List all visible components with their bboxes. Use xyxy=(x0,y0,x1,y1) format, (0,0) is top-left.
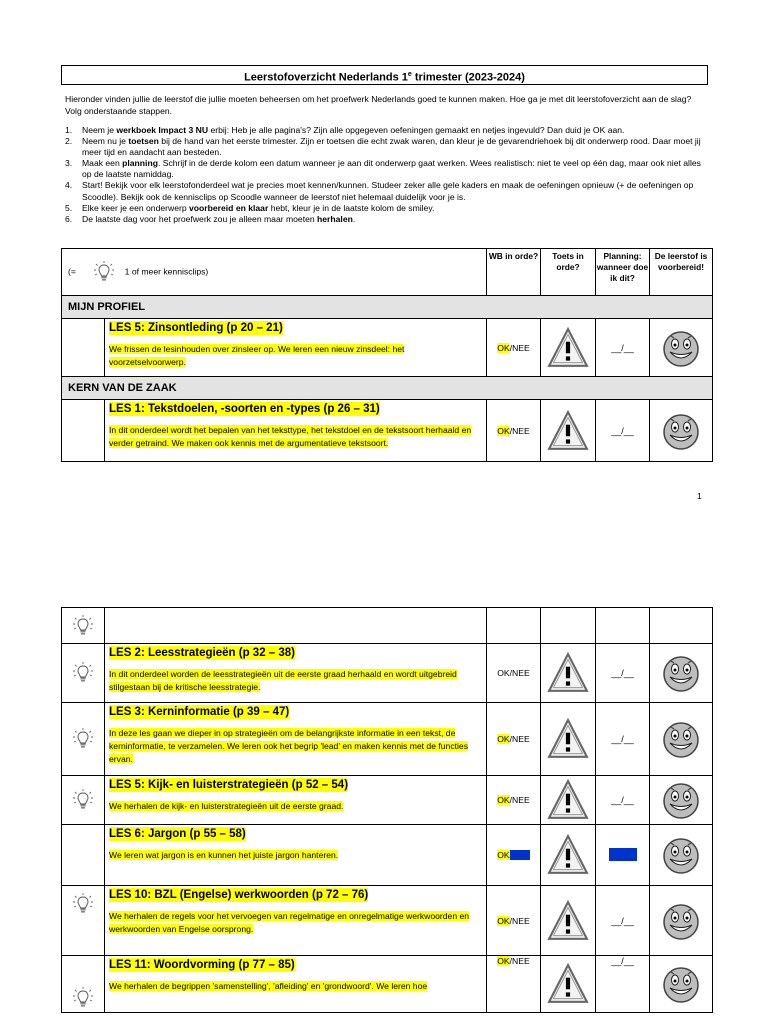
lesson-cell xyxy=(105,825,487,886)
section-row xyxy=(62,296,713,319)
ready-smiley-cell[interactable] xyxy=(650,825,713,886)
lesson-row xyxy=(62,319,713,377)
bulb-cell xyxy=(62,400,105,462)
planning-highlight xyxy=(609,848,637,861)
bulb-cell xyxy=(62,825,105,886)
planning-date[interactable]: __/__ xyxy=(596,886,650,956)
ready-smiley-cell[interactable] xyxy=(650,956,713,1013)
lesson-cell xyxy=(105,956,487,1013)
lesson-title: LES 5: Kijk- en luisterstrategieën (p 52 – 54) xyxy=(109,779,349,791)
step-item: 3. Maak een planning. Schrijf in de derde kolom een datum wanneer je aan dit onderwerp gaat werken. Wees realistisch: niet te veel op één dag, maar ook niet alles op de laatste namiddag. xyxy=(65,158,701,180)
warning-triangle-icon[interactable] xyxy=(547,834,589,876)
lesson-description: We herhalen de begrippen 'samenstelling', 'afleiding' en 'grondwoord'. We leren hoe xyxy=(109,981,428,991)
lesson-description: In deze les gaan we dieper in op strategieën om de belangrijkste informatie in een tekst, de kerninformatie, te verzamelen. We leren ook het begrip 'lead' en maken kennis met de functies ervan. xyxy=(109,728,468,764)
ready-smiley-cell[interactable] xyxy=(650,400,713,462)
lightbulb-icon xyxy=(71,661,95,685)
lightbulb-icon xyxy=(71,892,95,916)
lightbulb-icon xyxy=(71,727,95,751)
lesson-cell xyxy=(105,703,487,776)
lesson-description: In dit onderdeel worden de leesstrategieën uit de eerste graad herhaald en wordt uitgebreid stilgestaan bij de kritische leesstrategie. xyxy=(109,669,457,692)
wb-status[interactable]: OK/NEE xyxy=(487,644,541,703)
toets-warning-cell[interactable] xyxy=(541,319,596,377)
lesson-cell xyxy=(105,644,487,703)
ready-smiley-cell[interactable] xyxy=(650,644,713,703)
ready-smiley-cell[interactable] xyxy=(650,319,713,377)
toets-warning-cell[interactable] xyxy=(541,703,596,776)
lesson-cell xyxy=(105,400,487,462)
smiley-icon[interactable] xyxy=(661,835,701,875)
lesson-row xyxy=(62,825,713,886)
ready-smiley-cell[interactable] xyxy=(650,776,713,825)
step-item: 4. Start! Bekijk voor elk leerstofonderdeel wat je precies moet kennen/kunnen. Studeer zeker alle gele kaders en maak de oefeningen opnieuw (+ de oefeningen op Scoodle). Bekijk ook de kennisclips op Scoodle wanneer de leerstof niet helemaal duidelijk voor je is. xyxy=(65,180,694,202)
step-item: 2. Neem nu je toetsen bij de hand van het eerste trimester. Zijn er toetsen die echt zwak waren, dan kleur je de gevarendriehoek bij dit onderwerp rood. Daar moet jij meer tijd en aandacht aan besteden. xyxy=(65,136,701,158)
wb-status[interactable]: OK/NEE xyxy=(487,956,541,1013)
section-title: KERN VAN DE ZAAK xyxy=(62,377,713,400)
col-ready-header: De leerstof is voorbereid! xyxy=(650,249,713,296)
planning-date[interactable]: __/__ xyxy=(596,644,650,703)
lesson-cell xyxy=(105,319,487,377)
lesson-title: LES 3: Kerninformatie (p 39 – 47) xyxy=(109,706,290,718)
bulb-cell xyxy=(62,703,105,776)
section-row xyxy=(62,377,713,400)
lightbulb-icon xyxy=(71,986,95,1010)
lesson-description: We herhalen de regels voor het vervoegen van regelmatige en onregelmatige werkwoorden en werkwoorden van Engelse oorsprong. xyxy=(109,911,470,934)
study-table-page2 xyxy=(61,607,713,1013)
warning-triangle-icon[interactable] xyxy=(547,410,589,452)
planning-date[interactable]: __/__ xyxy=(596,703,650,776)
warning-triangle-icon[interactable] xyxy=(547,718,589,760)
lightbulb-icon xyxy=(92,260,116,284)
table-header-row xyxy=(62,608,713,644)
planning-date[interactable]: __/__ xyxy=(596,956,650,1013)
steps-list xyxy=(65,125,710,225)
step-item: 1. Neem je werkboek Impact 3 NU erbij: Heb je alle pagina's? Zijn alle opgegeven oefeningen gemaakt en netjes ingevuld? Dan duid je OK aan. xyxy=(65,125,625,135)
lesson-row xyxy=(62,776,713,825)
bulb-cell xyxy=(62,608,105,644)
warning-triangle-icon[interactable] xyxy=(547,963,589,1005)
planning-date-filled[interactable] xyxy=(596,825,650,886)
smiley-icon[interactable] xyxy=(661,901,701,941)
lesson-title: LES 6: Jargon (p 55 – 58) xyxy=(109,828,246,840)
lesson-title: LES 11: Woordvorming (p 77 – 85) xyxy=(109,959,295,971)
lesson-row xyxy=(62,644,713,703)
planning-date[interactable]: __/__ xyxy=(596,400,650,462)
lesson-row xyxy=(62,956,713,1013)
smiley-icon[interactable] xyxy=(661,411,701,451)
smiley-icon[interactable] xyxy=(661,653,701,693)
bulb-cell xyxy=(62,956,105,1013)
planning-date[interactable]: __/__ xyxy=(596,319,650,377)
page-title: Leerstofoverzicht Nederlands 1e trimester (2023-2024) xyxy=(61,65,708,85)
lesson-title: LES 2: Leesstrategieën (p 32 – 38) xyxy=(109,647,295,659)
bulb-cell xyxy=(62,886,105,956)
toets-warning-cell[interactable] xyxy=(541,956,596,1013)
lesson-cell xyxy=(105,776,487,825)
lesson-row xyxy=(62,400,713,462)
smiley-icon[interactable] xyxy=(661,780,701,820)
warning-triangle-icon[interactable] xyxy=(547,900,589,942)
col-wb-header: WB in orde? xyxy=(487,249,541,296)
wb-status[interactable]: OK/NEE xyxy=(487,400,541,462)
toets-warning-cell[interactable] xyxy=(541,886,596,956)
warning-triangle-icon[interactable] xyxy=(547,652,589,694)
wb-status[interactable]: OK/NEE xyxy=(487,776,541,825)
lesson-description: We frissen de lesinhouden over zinsleer op. We leren een nieuw zinsdeel: het voorzetselvoorwerp. xyxy=(109,344,405,367)
lesson-description: We leren wat jargon is en kunnen het juiste jargon hanteren. xyxy=(109,850,339,860)
study-table-page1 xyxy=(61,248,713,462)
ready-smiley-cell[interactable] xyxy=(650,703,713,776)
wb-status[interactable]: OK/NEE xyxy=(487,319,541,377)
lightbulb-icon xyxy=(71,614,95,638)
warning-triangle-icon[interactable] xyxy=(547,327,589,369)
lesson-description: We herhalen de kijk- en luisterstrategieën uit de eerste graad. xyxy=(109,801,344,811)
table-header-row xyxy=(62,249,713,296)
col-planning-header: Planning: wanneer doe ik dit? xyxy=(596,249,650,296)
lesson-row xyxy=(62,886,713,956)
page-number: 1 xyxy=(697,491,702,501)
smiley-icon[interactable] xyxy=(661,719,701,759)
step-item: 6. De laatste dag voor het proefwerk zou je alleen maar moeten herhalen. xyxy=(65,213,356,224)
smiley-icon[interactable] xyxy=(661,328,701,368)
ready-smiley-cell[interactable] xyxy=(650,886,713,956)
toets-warning-cell[interactable] xyxy=(541,400,596,462)
wb-status[interactable]: OK/NEE xyxy=(487,886,541,956)
bulb-cell xyxy=(62,644,105,703)
legend-cell: (= 1 of meer kennisclips) xyxy=(62,249,487,296)
lesson-title: LES 10: BZL (Engelse) werkwoorden (p 72 – 76) xyxy=(109,889,369,901)
lesson-description: In dit onderdeel wordt het bepalen van het teksttype, het tekstdoel en de tekstsoort herhaald en verder getraind. We maken ook kennis met de argumentatieve tekstsoort. xyxy=(109,425,472,448)
lightbulb-icon xyxy=(71,788,95,812)
intro-text: Hieronder vinden jullie de leerstof die jullie moeten beheersen om het proefwerk Nederlands goed te kunnen maken. Hoe ga je met dit leerstofoverzicht aan de slag? Volg onderstaande stappen. xyxy=(65,94,692,116)
lesson-title: LES 5: Zinsontleding (p 20 – 21) xyxy=(109,322,283,334)
wb-status[interactable]: OK/NEE xyxy=(487,825,541,886)
col-toets-header: Toets in orde? xyxy=(541,249,596,296)
wb-status[interactable]: OK/NEE xyxy=(487,703,541,776)
section-title: MIJN PROFIEL xyxy=(62,296,713,319)
bulb-cell xyxy=(62,319,105,377)
toets-warning-cell[interactable] xyxy=(541,776,596,825)
toets-warning-cell[interactable] xyxy=(541,644,596,703)
lesson-cell xyxy=(105,886,487,956)
lesson-row xyxy=(62,703,713,776)
lesson-title: LES 1: Tekstdoelen, -soorten en -types (p 26 – 31) xyxy=(109,403,380,415)
bulb-cell xyxy=(62,776,105,825)
toets-warning-cell[interactable] xyxy=(541,825,596,886)
step-item: 5. Elke keer je een onderwerp voorbereid en klaar hebt, kleur je in de laatste kolom de smiley. xyxy=(65,202,435,213)
warning-triangle-icon[interactable] xyxy=(547,779,589,821)
planning-date[interactable]: __/__ xyxy=(596,776,650,825)
smiley-icon[interactable] xyxy=(661,964,701,1004)
